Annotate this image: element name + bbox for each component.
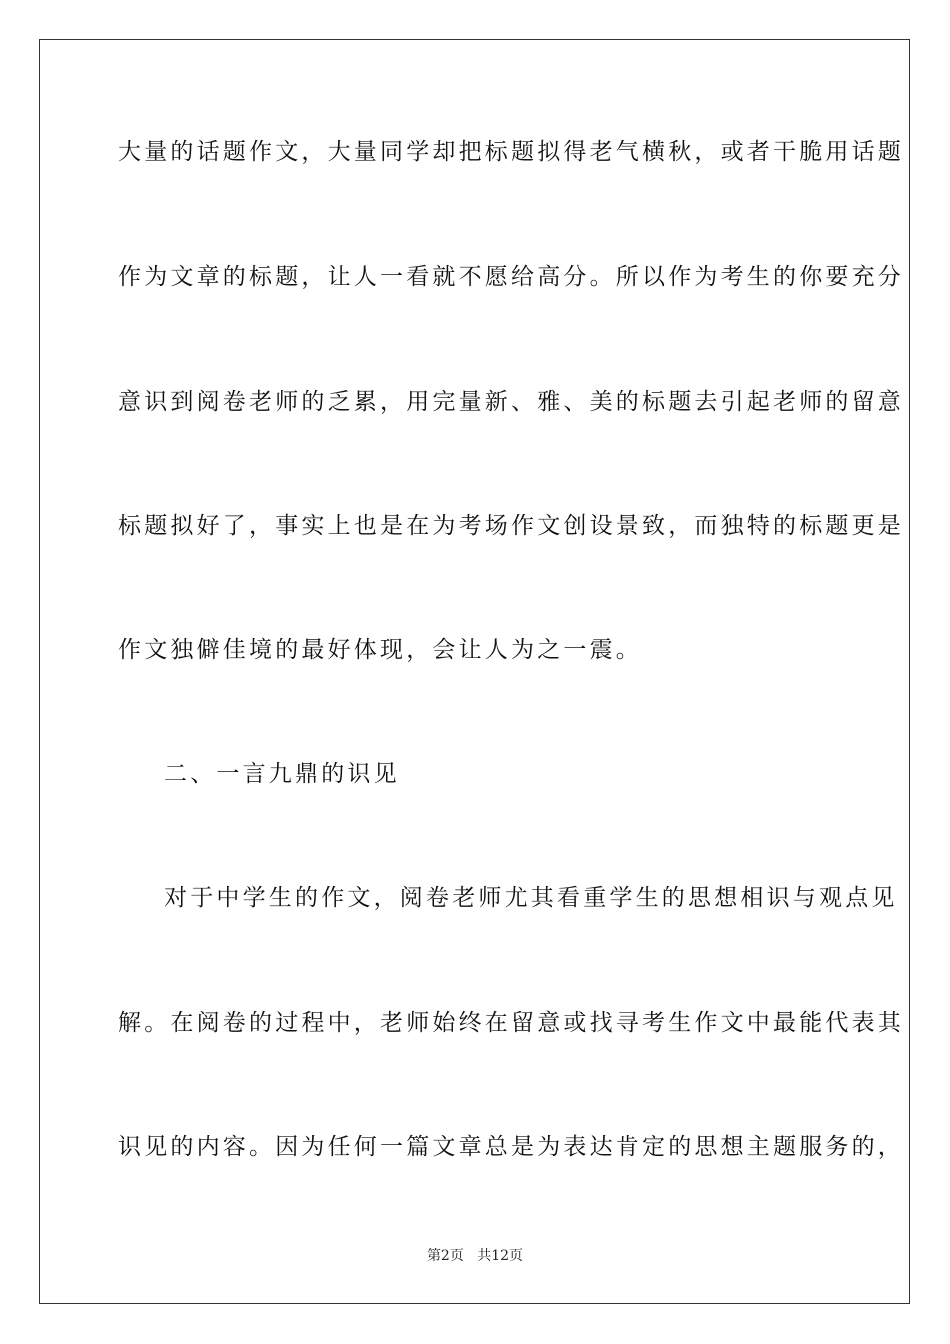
- paragraph-line: 意识到阅卷老师的乏累，用完量新、雅、美的标题去引起老师的留意: [118, 389, 904, 415]
- paragraph-line: 作为文章的标题，让人一看就不愿给高分。所以作为考生的你要充分: [118, 264, 904, 290]
- paragraph-line: 标题拟好了，事实上也是在为考场作文创设景致，而独特的标题更是: [118, 513, 904, 539]
- paragraph-line: 大量的话题作文，大量同学却把标题拟得老气横秋，或者干脆用话题: [118, 139, 904, 165]
- section-heading: 二、一言九鼎的识见: [164, 761, 400, 787]
- paragraph-line: 对于中学生的作文，阅卷老师尤其看重学生的思想相识与观点见: [164, 885, 898, 911]
- page-footer: [0, 1246, 950, 1266]
- page-number: 第2页: [426, 1248, 464, 1264]
- page-border: [39, 39, 910, 1304]
- paragraph-line: 作文独僻佳境的最好体现，会让人为之一震。: [118, 637, 642, 663]
- paragraph-line: 识见的内容。因为任何一篇文章总是为表达肯定的思想主题服务的，: [118, 1134, 904, 1160]
- page-total: 共12页: [477, 1248, 524, 1264]
- paragraph-line: 解。在阅卷的过程中，老师始终在留意或找寻考生作文中最能代表其: [118, 1010, 904, 1036]
